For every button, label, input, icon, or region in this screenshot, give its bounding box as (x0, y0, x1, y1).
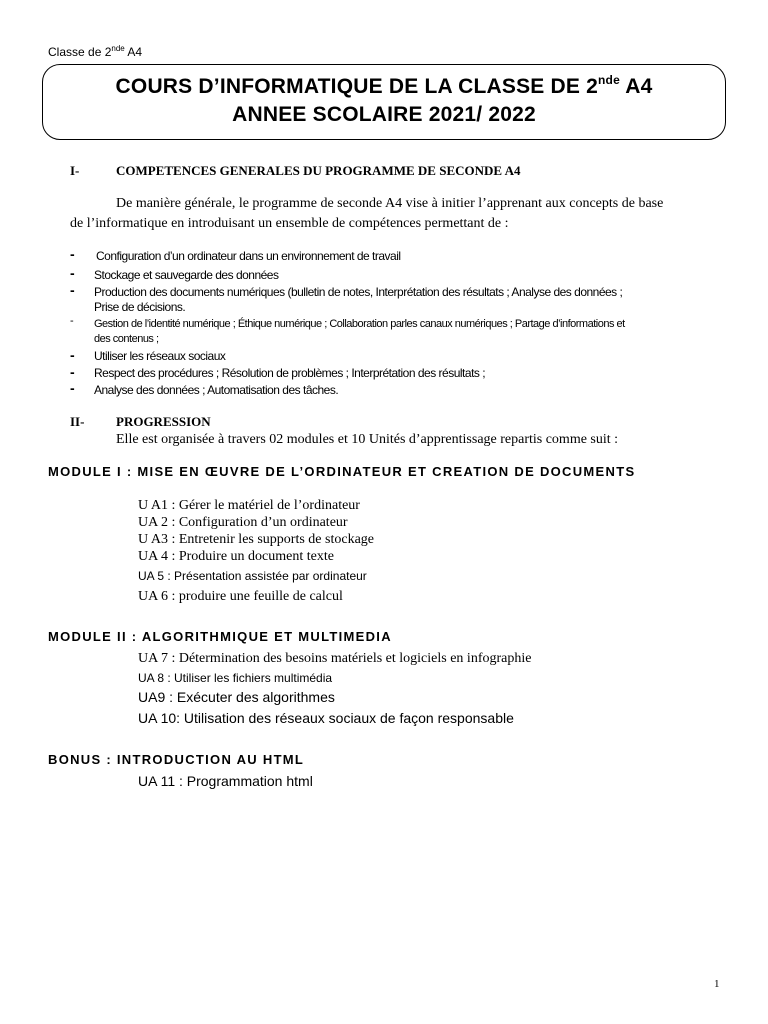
section-1-intro-line-2: de l’informatique en introduisant un ensemble de compétences permettant de : (70, 216, 509, 231)
class-label: Classe de 2nde A4 (48, 44, 143, 59)
module-2-unit: UA 10: Utilisation des réseaux sociaux de façon responsable (138, 710, 514, 726)
bullet-dash: - (70, 246, 75, 262)
bullet-dash: - (70, 347, 75, 363)
bullet-text-continuation: des contenus ; (94, 333, 159, 345)
bullet-dash: - (70, 380, 75, 396)
module-1-heading: MODULE I : MISE EN ŒUVRE DE L’ORDINATEUR ET CREATION DE DOCUMENTS (48, 464, 636, 479)
title-line-1: COURS D’INFORMATIQUE DE LA CLASSE DE 2nde A4 (115, 73, 653, 98)
class-label-sup: nde (111, 44, 125, 53)
module-1-unit: UA 2 : Configuration d’un ordinateur (138, 515, 348, 530)
module-2-unit: UA 8 : Utiliser les fichiers multimédia (138, 671, 333, 685)
module-2-unit: UA 7 : Détermination des besoins matériels et logiciels en infographie (138, 651, 532, 666)
module-1-unit: U A1 : Gérer le matériel de l’ordinateur (138, 498, 360, 513)
bullet-text: Configuration d’un ordinateur dans un environnement de travail (96, 249, 401, 263)
section-2-number: II- (70, 414, 85, 429)
bullet-text: Stockage et sauvegarde des données (94, 268, 279, 282)
bullet-text: Production des documents numériques (bulletin de notes, Interprétation des résultats ; Analyse des données ; (94, 285, 623, 299)
module-1-unit: UA 4 : Produire un document texte (138, 549, 334, 564)
bullet-dash: - (70, 364, 75, 380)
bullet-text: Gestion de l’identité numérique ; Éthique numérique ; Collaboration parles canaux numériques ; Partage d’informations et (94, 318, 625, 330)
section-2-title: PROGRESSION (116, 414, 211, 429)
bullet-dash: - (70, 265, 75, 281)
title-sup: nde (598, 73, 620, 87)
section-1-title: COMPETENCES GENERALES DU PROGRAMME DE SECONDE A4 (116, 163, 521, 178)
bullet-dash: - (70, 282, 75, 298)
module-1-unit: UA 5 : Présentation assistée par ordinateur (138, 569, 367, 583)
bullet-text: Analyse des données ; Automatisation des tâches. (94, 383, 339, 397)
module-1-unit: UA 6 : produire une feuille de calcul (138, 589, 343, 604)
section-1-intro-line-1: De manière générale, le programme de seconde A4 vise à initier l’apprenant aux concepts de base (116, 196, 664, 211)
bullet-dash: - (70, 315, 74, 327)
bonus-unit: UA 11 : Programmation html (138, 773, 313, 789)
module-2-heading: MODULE II : ALGORITHMIQUE ET MULTIMEDIA (48, 629, 392, 644)
bullet-text: Respect des procédures ; Résolution de problèmes ; Interprétation des résultats ; (94, 366, 486, 380)
page-number: 1 (714, 978, 720, 990)
section-1-number: I- (70, 163, 80, 178)
bullet-text-continuation: Prise de décisions. (94, 300, 186, 314)
bullet-text: Utiliser les réseaux sociaux (94, 349, 226, 363)
title-box (42, 64, 726, 140)
section-2-intro: Elle est organisée à travers 02 modules et 10 Unités d’apprentissage repartis comme suit : (116, 432, 619, 447)
title-line-2: ANNEE SCOLAIRE 2021/ 2022 (232, 103, 536, 126)
bonus-heading: BONUS : INTRODUCTION AU HTML (48, 752, 305, 767)
module-1-unit: U A3 : Entretenir les supports de stockage (138, 532, 375, 547)
module-2-unit: UA9 : Exécuter des algorithmes (138, 689, 335, 705)
